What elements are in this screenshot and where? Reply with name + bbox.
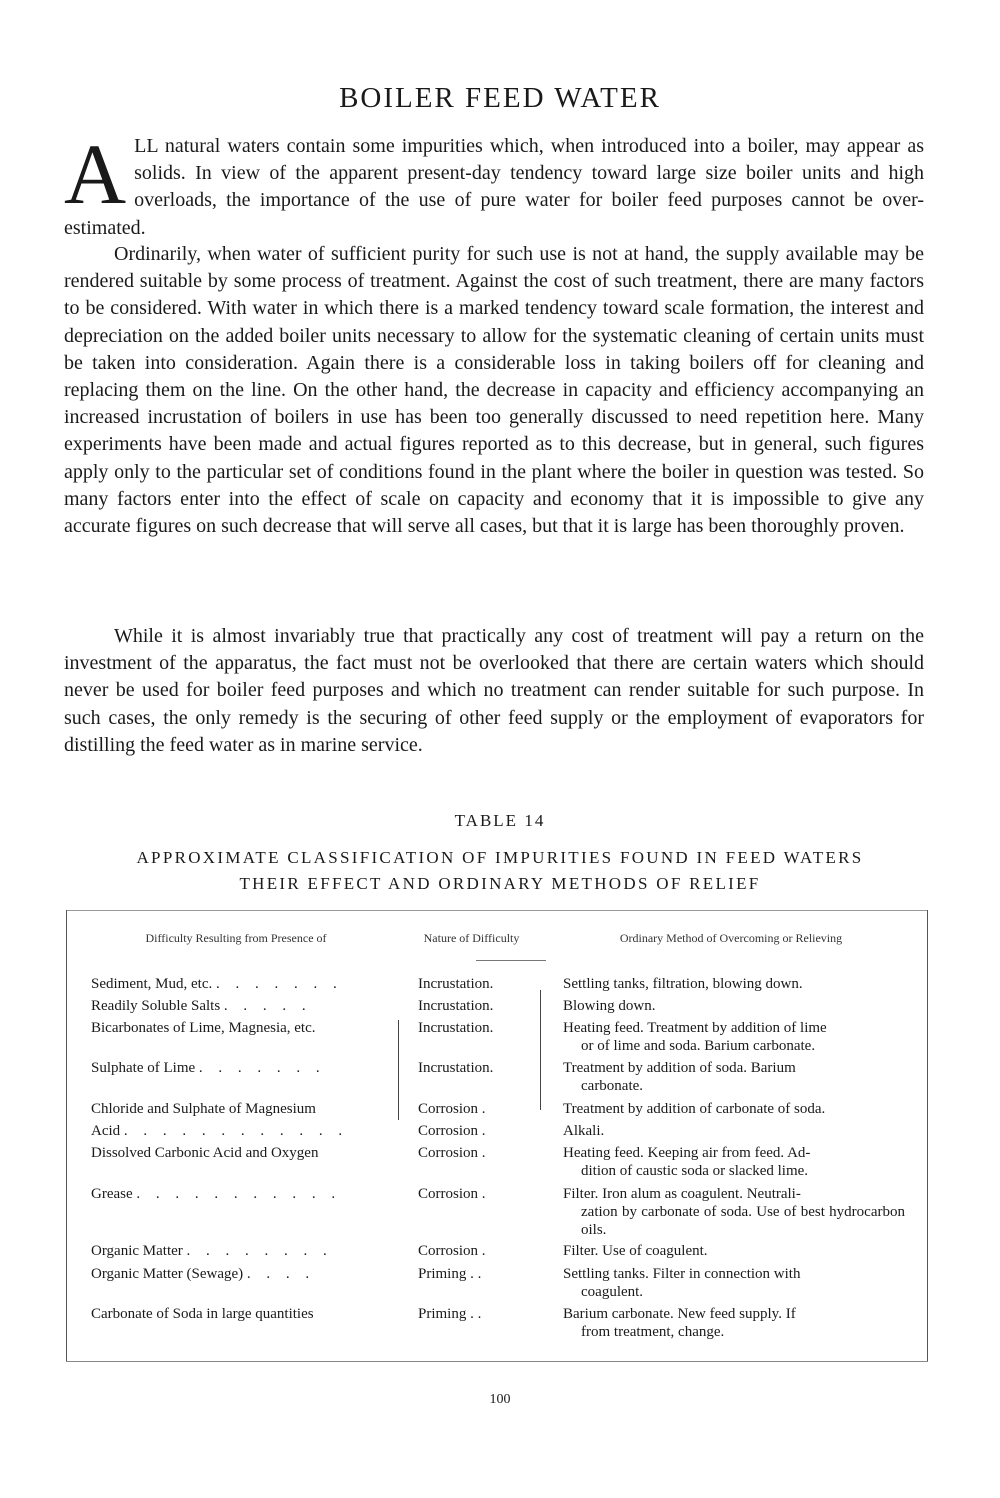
row-cause: Carbonate of Soda in large quantities: [91, 1306, 314, 1322]
row-remedy: Filter. Use of coagulent.: [563, 1243, 708, 1259]
row-remedy: Alkali.: [563, 1123, 605, 1139]
header-cause: Difficulty Resulting from Presence of: [145, 931, 327, 945]
row-nature: Incrustation.: [418, 998, 494, 1014]
row-cause: Acid . . . . . . . . . . . .: [91, 1123, 349, 1139]
row-remedy: Treatment by addition of soda. Barium carbonate.: [563, 1060, 796, 1094]
table-title-line-1: APPROXIMATE CLASSIFICATION OF IMPURITIES FOUND IN FEED WATERS: [136, 848, 864, 867]
page-title: BOILER FEED WATER: [339, 82, 661, 114]
table-title: [50, 845, 950, 897]
row-nature: Corrosion .: [418, 1186, 486, 1202]
row-nature: Incrustation.: [418, 1060, 494, 1076]
drop-cap: A: [64, 126, 127, 222]
row-nature: Priming . .: [418, 1306, 482, 1322]
row-remedy: Filter. Iron alum as coagulent. Neutrali- zation by carbonate of soda. Use of best hydrocarbon oils.: [563, 1186, 905, 1238]
row-remedy: Blowing down.: [563, 998, 656, 1014]
row-remedy: Settling tanks. Filter in connection with coagulent.: [563, 1266, 801, 1300]
row-cause: Organic Matter (Sewage) . . . .: [91, 1266, 316, 1282]
row-cause: Dissolved Carbonic Acid and Oxygen: [91, 1145, 319, 1161]
table-left-rule: [66, 910, 67, 1362]
row-nature: Corrosion .: [418, 1123, 486, 1139]
intro-paragraph: [64, 126, 924, 242]
row-cause: Sediment, Mud, etc. . . . . . . .: [91, 976, 343, 992]
row-remedy: Heating feed. Treatment by addition of lime or of lime and soda. Barium carbonate.: [563, 1020, 827, 1054]
table-title-line-2: THEIR EFFECT AND ORDINARY METHODS OF RELIEF: [239, 874, 761, 893]
header-rule: [476, 960, 546, 961]
row-cause: Grease . . . . . . . . . . .: [91, 1186, 342, 1202]
intro-paragraph-text: LL natural waters contain some impurities which, when introduced into a boiler, may appear as solids. In view of the apparent present-day tendency toward large size boiler units and high overloads, the importance of the use of pure water for boiler feed purposes cannot be over-estimated.: [64, 135, 924, 239]
row-cause: Sulphate of Lime . . . . . . .: [91, 1060, 326, 1076]
header-remedy: Ordinary Method of Overcoming or Relieving: [619, 931, 843, 945]
row-cause: Organic Matter . . . . . . . .: [91, 1243, 333, 1259]
row-nature: Incrustation.: [418, 1020, 494, 1036]
row-nature: Corrosion .: [418, 1101, 486, 1117]
row-nature: Corrosion .: [418, 1145, 486, 1161]
row-cause: Readily Soluble Salts . . . . .: [91, 998, 312, 1014]
table-number: TABLE 14: [454, 811, 546, 830]
row-cause: Chloride and Sulphate of Magnesium: [91, 1101, 316, 1117]
impurities-table: [66, 910, 928, 1362]
table-bottom-rule: [66, 1361, 928, 1362]
treatment-paragraph: [64, 241, 924, 540]
row-nature: Corrosion .: [418, 1243, 486, 1259]
table-top-rule: [66, 910, 928, 911]
evaporators-paragraph: [64, 623, 924, 759]
row-remedy: Treatment by addition of carbonate of soda.: [563, 1101, 826, 1117]
row-remedy: Settling tanks, filtration, blowing down.: [563, 976, 803, 992]
header-nature: Nature of Difficulty: [423, 931, 520, 945]
page-number: 100: [489, 1392, 511, 1407]
row-remedy: Barium carbonate. New feed supply. If from treatment, change.: [563, 1306, 796, 1340]
table-right-rule: [927, 910, 928, 1362]
row-cause: Bicarbonates of Lime, Magnesia, etc.: [91, 1020, 316, 1036]
treatment-paragraph-text: Ordinarily, when water of sufficient purity for such use is not at hand, the supply available may be rendered suitable by some process of treatment. Against the cost of such treatment, there are many factors to be considered. With water in which there is a marked tendency toward scale formation, the interest and depreciation on the added boiler units necessary to allow for the systematic cleaning of certain units must be taken into consideration. Again there is a considerable loss in taking boilers off for cleaning and replacing them on the line. On the other hand, the decrease in capacity and efficiency accompanying an increased incrustation of boilers in use has been too generally discussed to need repetition here. Many experiments have been made and actual figures reported as to this decrease, but in general, such figures apply only to the particular set of conditions found in the plant where the boiler in question was tested. So many factors enter into the effect of scale on capacity and economy that it is impossible to give any accurate figures on such decrease that will serve all cases, but that it is large has been thoroughly proven.: [64, 243, 924, 538]
column-divider-1: [398, 1020, 399, 1120]
row-nature: Priming . .: [418, 1266, 482, 1282]
evaporators-paragraph-text: While it is almost invariably true that practically any cost of treatment will pay a return on the investment of the apparatus, the fact must not be overlooked that there are certain waters which should never be used for boiler feed purposes and which no treatment can render suitable for such purpose. In such cases, the only remedy is the securing of other feed supply or the employment of evaporators for distilling the feed water as in marine service.: [64, 625, 924, 756]
row-remedy: Heating feed. Keeping air from feed. Ad- dition of caustic soda or slacked lime.: [563, 1145, 811, 1179]
row-nature: Incrustation.: [418, 976, 494, 992]
